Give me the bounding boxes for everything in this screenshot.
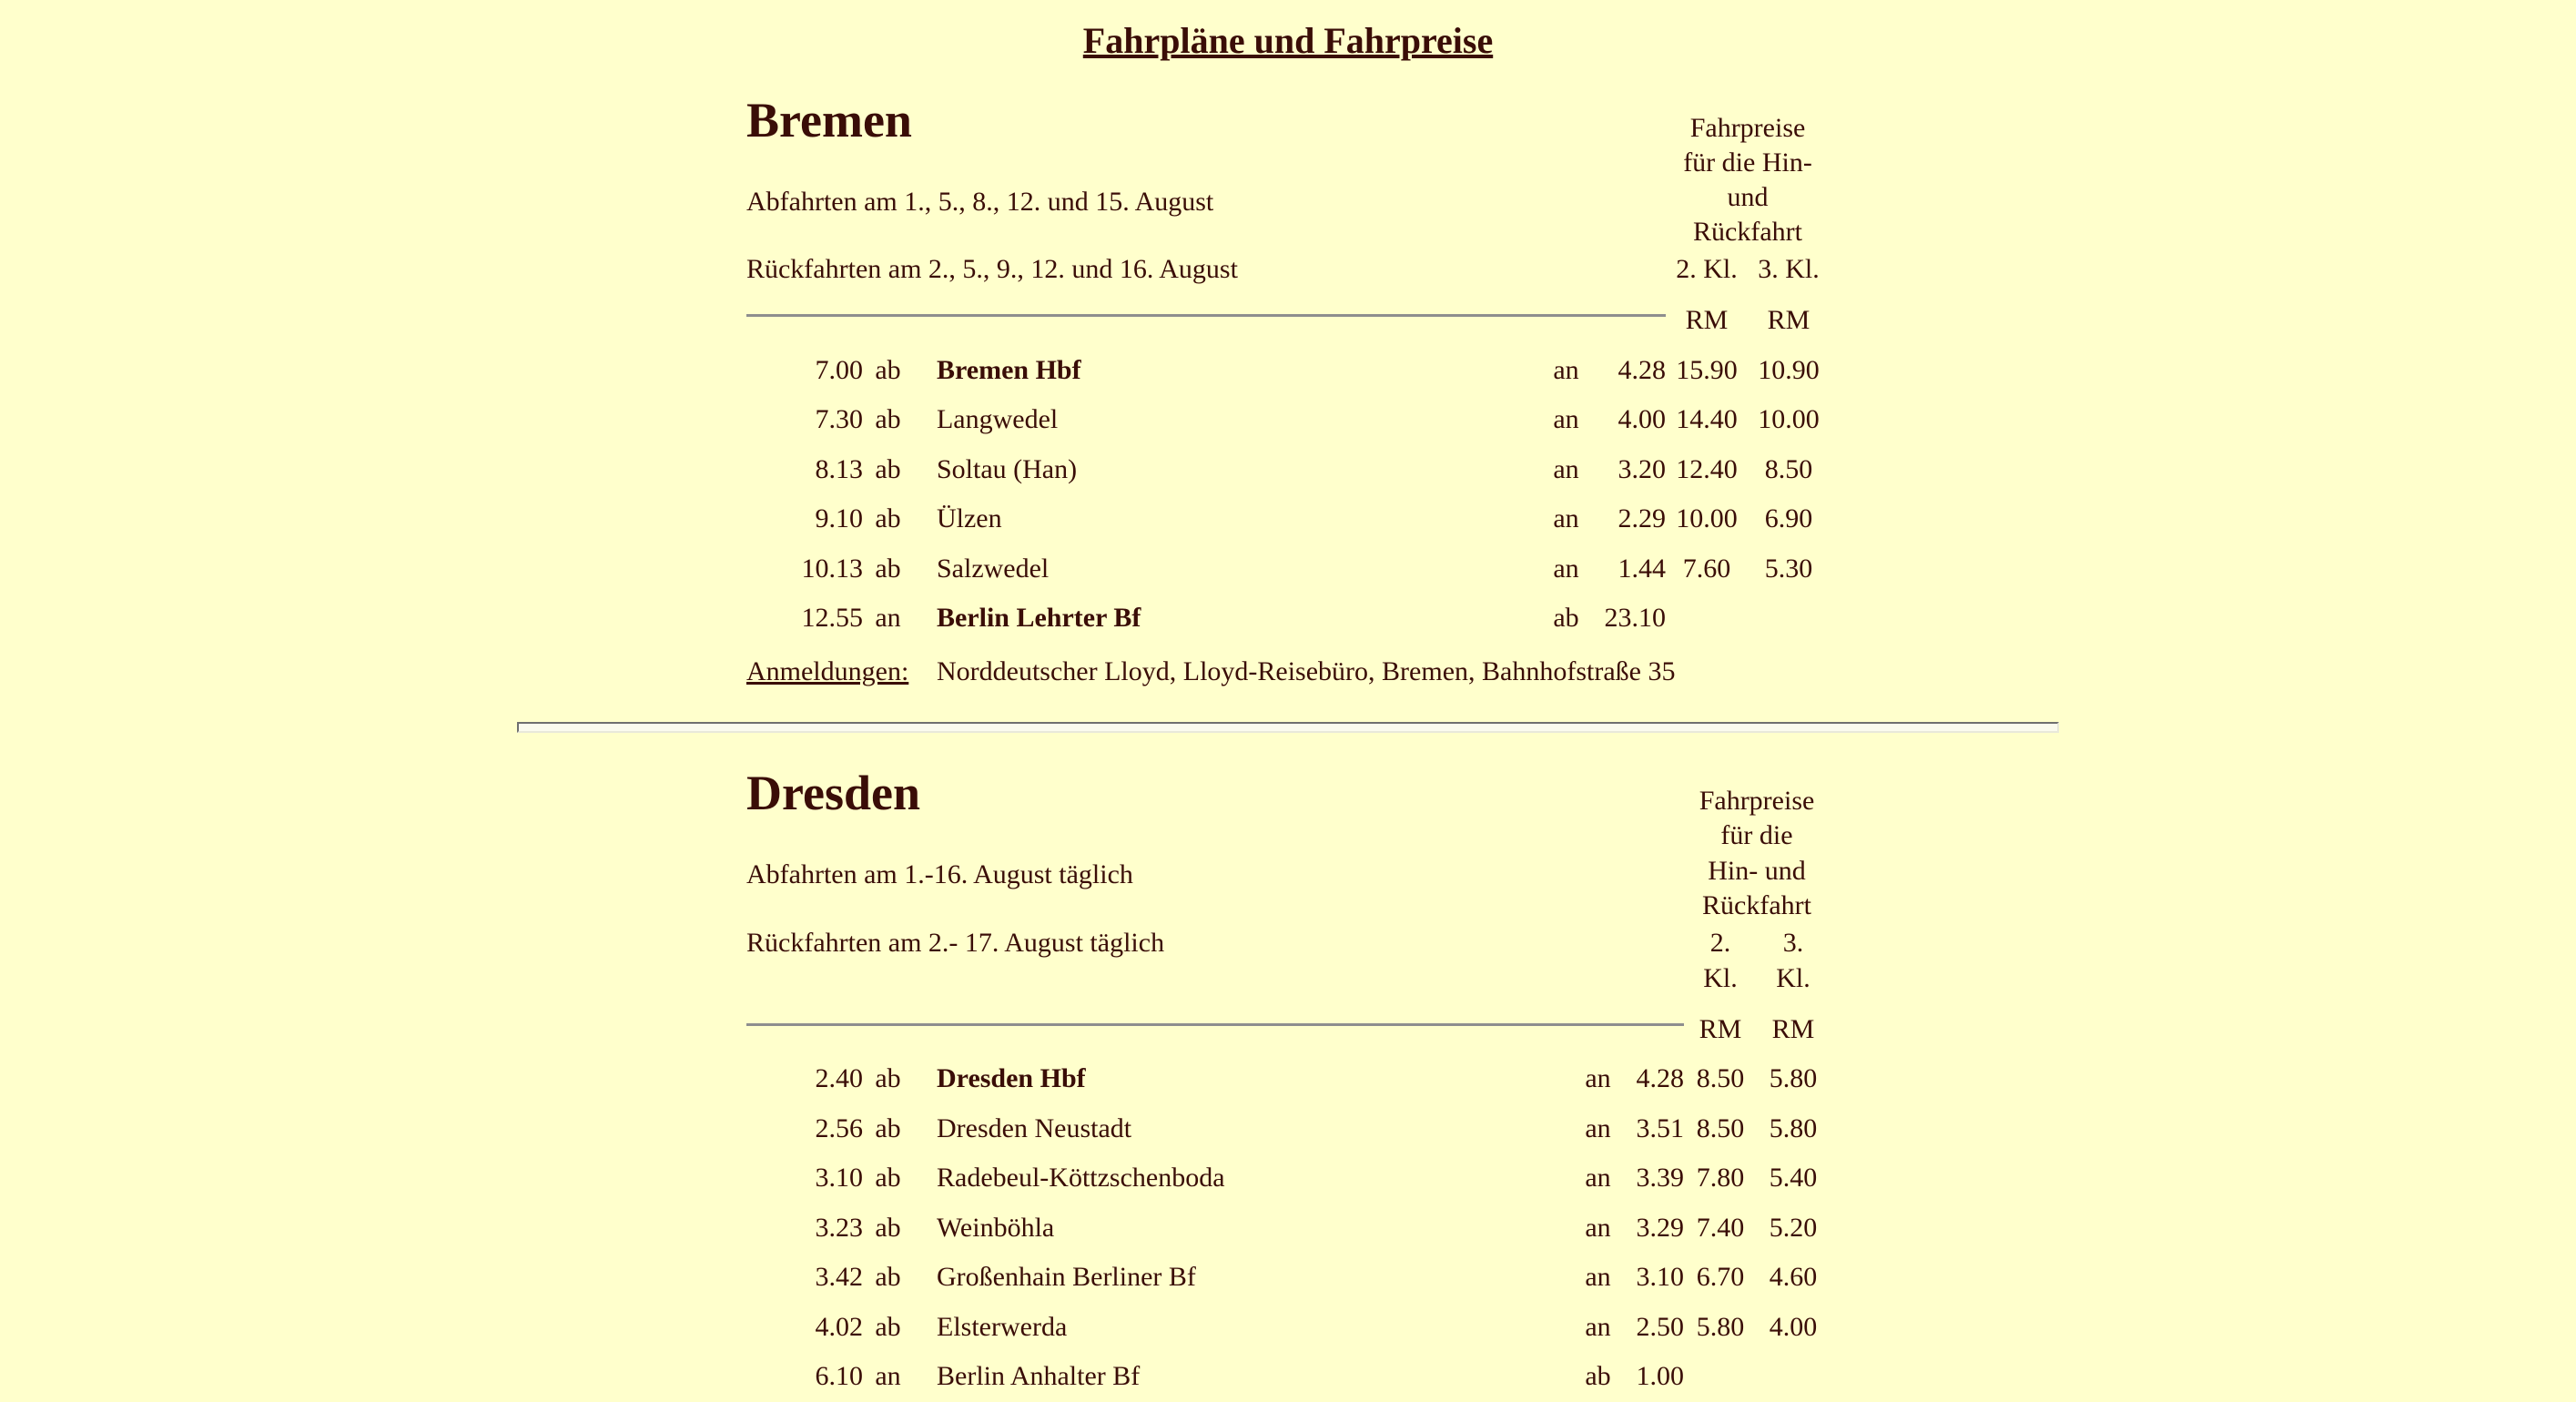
departure-time: 10.13 [801,553,863,584]
departure-time: 6.10 [815,1361,863,1392]
fare-2kl: 5.80 [1696,1311,1745,1342]
departure-time: 7.30 [815,404,863,435]
departure-marker: an [875,603,901,634]
fare-3kl: 4.60 [1769,1262,1818,1293]
registration-label: Anmeldungen: [745,655,909,686]
departure-time: 9.10 [815,503,863,534]
arrival-marker: an [1585,1163,1611,1194]
arrival-time: 1.00 [1636,1361,1684,1392]
timetable-row [746,1253,1830,1303]
timetable-row [746,594,1830,644]
rule-row [746,1005,1830,1055]
fare-3kl [1757,1352,1830,1402]
returns-info: Rückfahrten am 2.- 17. August täglich [746,927,1165,958]
fare-3kl: 5.30 [1764,553,1813,584]
arrival-time: 23.10 [1604,603,1666,634]
arrival-time: 3.39 [1636,1163,1684,1194]
departure-marker: ab [875,1212,901,1243]
fares-header-line: Hin- und [1708,855,1806,886]
fare-3kl: 5.80 [1769,1063,1818,1094]
arrival-marker: an [1585,1112,1611,1143]
table-rule-cell [746,296,1666,346]
timetable-row [746,1204,1830,1254]
departure-time: 4.02 [815,1311,863,1342]
departure-time: 3.23 [815,1212,863,1243]
station-name: Berlin Anhalter Bf [937,1361,1141,1392]
arrival-time: 1.44 [1618,553,1666,584]
fares-header-line: für die [1720,820,1793,851]
currency-2kl: RM [1699,1013,1742,1044]
currency-3kl: RM [1767,305,1810,336]
arrival-marker: an [1553,503,1579,534]
departure-time: 12.55 [801,603,863,634]
class2-header [1684,916,1757,1005]
section-divider [517,722,2059,733]
station-name: Dresden Neustadt [937,1112,1132,1143]
arrival-marker: an [1585,1212,1611,1243]
arrival-time: 4.28 [1636,1063,1684,1094]
departure-marker: ab [875,1311,901,1342]
arrival-time: 3.20 [1618,453,1666,484]
station-name: Radebeul-Köttzschenboda [937,1163,1225,1194]
departures-info: Abfahrten am 1.-16. August täglich [746,859,1133,890]
arrival-marker: an [1553,553,1579,584]
station-name: Weinböhla [937,1212,1055,1243]
section-heading-bremen: Bremen [745,93,912,147]
departure-marker: ab [875,453,901,484]
returns-info: Rückfahrten am 2., 5., 9., 12. und 16. August [745,254,1238,285]
section-heading-dresden: Dresden [746,766,921,821]
fares-header-line: Fahrpreise [1699,786,1815,817]
station-name: Soltau (Han) [936,453,1078,484]
fare-2kl: 8.50 [1696,1112,1745,1143]
fare-2kl: 7.80 [1696,1163,1745,1194]
fare-2kl: 14.40 [1676,404,1738,435]
station-name: Elsterwerda [937,1311,1068,1342]
fare-2kl: 6.70 [1696,1262,1745,1293]
arrival-time: 4.00 [1618,404,1666,435]
registration-text: Norddeutscher Lloyd, Lloyd-Reisebüro, Bremen, Bahnhofstraße 35 [936,655,1676,686]
arrival-marker: an [1585,1063,1611,1094]
returns-info-row [746,242,1830,296]
fare-3kl: 5.40 [1769,1163,1818,1194]
class3-header-line: 3. Kl. [1758,254,1820,285]
arrival-time: 2.50 [1636,1311,1684,1342]
departures-info-row [746,850,1830,916]
station-name: Dresden Hbf [937,1063,1086,1094]
departure-time: 2.56 [815,1112,863,1143]
class3-header [1748,242,1830,296]
arrival-marker: an [1585,1262,1611,1293]
registration-row [746,644,1830,697]
fare-2kl: 12.40 [1676,453,1738,484]
thin-rule [746,314,1666,317]
station-name: Bremen Hbf [936,354,1081,385]
departure-marker: ab [875,553,901,584]
fares-header-line: Rückfahrt [1693,217,1802,248]
arrival-time: 3.51 [1636,1112,1684,1143]
timetable-row [746,1054,1830,1104]
departure-marker: ab [875,1262,901,1293]
departure-time: 7.00 [815,354,863,385]
class3-header [1757,916,1830,1005]
timetable-row [746,1104,1830,1154]
class2-header-line: Kl. [1703,962,1738,993]
currency-3kl: RM [1771,1013,1815,1044]
fare-3kl: 4.00 [1769,1311,1818,1342]
fare-3kl: 5.80 [1769,1112,1818,1143]
timetable-row [746,1352,1830,1402]
arrival-marker: ab [1553,603,1579,634]
timetable-row [746,395,1830,445]
timetable-row [746,1153,1830,1204]
departure-marker: ab [875,354,901,385]
dresden-timetable [746,758,1830,1401]
fare-3kl: 6.90 [1764,503,1813,534]
fare-2kl: 8.50 [1696,1063,1745,1094]
fare-3kl: 10.90 [1758,354,1820,385]
fares-header-line: Fahrpreise [1689,113,1806,143]
arrival-marker: an [1553,453,1579,484]
fare-2kl: 7.60 [1682,553,1731,584]
departure-marker: ab [875,404,901,435]
returns-info-row [746,916,1830,1005]
fare-2kl [1684,1352,1757,1402]
class3-header-line: 3. [1782,927,1804,958]
section-header-row [746,86,1830,178]
arrival-time: 3.10 [1636,1262,1684,1293]
departure-time: 2.40 [815,1063,863,1094]
class2-header-line: 2. Kl. [1676,254,1738,285]
class2-header [1666,242,1748,296]
fares-header-line: für die Hin- [1683,147,1812,178]
arrival-marker: an [1553,354,1579,385]
arrival-time: 2.29 [1618,503,1666,534]
arrival-marker: an [1553,404,1579,435]
page-title: Fahrpläne und Fahrpreise [1082,20,1494,61]
station-name: Ülzen [936,503,1002,534]
fare-2kl: 7.40 [1696,1212,1745,1243]
class3-header-line: Kl. [1776,962,1810,993]
fares-header-line: Rückfahrt [1702,889,1811,920]
fares-header-line: und [1727,182,1769,213]
fare-3kl [1748,594,1830,644]
currency-2kl: RM [1685,305,1729,336]
arrival-marker: ab [1585,1361,1611,1392]
fares-header [1666,86,1830,248]
timetable-row [746,1303,1830,1353]
fare-2kl [1666,594,1748,644]
thin-rule [746,1023,1684,1026]
departure-marker: ab [875,503,901,534]
station-name: Großenhain Berliner Bf [937,1262,1196,1293]
fares-header [1684,758,1830,920]
arrival-time: 3.29 [1636,1212,1684,1243]
departure-marker: ab [875,1163,901,1194]
station-name: Langwedel [936,404,1059,435]
fare-3kl: 10.00 [1758,404,1820,435]
timetable-row [746,544,1830,594]
departures-info: Abfahrten am 1., 5., 8., 12. und 15. August [745,186,1214,217]
table-rule-cell [746,1005,1684,1055]
timetable-row [746,445,1830,495]
timetable-row [746,346,1830,396]
timetable-row [746,494,1830,544]
departure-time: 3.42 [815,1262,863,1293]
station-name: Salzwedel [936,553,1050,584]
bremen-timetable [746,86,1830,696]
departure-marker: ab [875,1112,901,1143]
rule-row [746,296,1830,346]
class2-header-line: 2. [1709,927,1731,958]
departure-time: 3.10 [815,1163,863,1194]
station-name: Berlin Lehrter Bf [936,603,1141,634]
departure-marker: an [875,1361,901,1392]
departure-marker: ab [875,1063,901,1094]
arrival-marker: an [1585,1311,1611,1342]
fare-3kl: 8.50 [1764,453,1813,484]
departure-time: 8.13 [815,453,863,484]
fare-2kl: 15.90 [1676,354,1738,385]
section-header-row [746,758,1830,850]
fare-2kl: 10.00 [1676,503,1738,534]
arrival-time: 4.28 [1618,354,1666,385]
fare-3kl: 5.20 [1769,1212,1818,1243]
